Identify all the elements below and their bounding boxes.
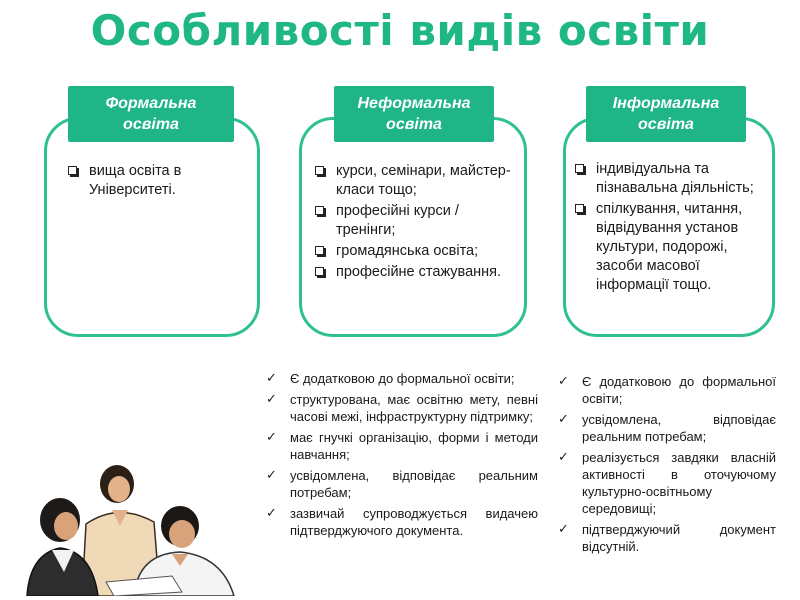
informal-education-badge xyxy=(586,86,746,142)
badge-line: освіта xyxy=(123,116,179,133)
badge-line: освіта xyxy=(386,116,442,133)
slide-title: Особливості видів освіти xyxy=(90,6,710,55)
feature-item: ✓ Є додатковою до формальної освіти; xyxy=(266,371,515,386)
list-item: вища освіта в Університеті. xyxy=(65,162,245,200)
feature-item: ✓ усвідомлена, відповідає реальним потребам; xyxy=(558,412,776,444)
square-bullet-icon xyxy=(575,204,584,213)
people-at-desk-illustration xyxy=(22,462,242,596)
list-item: індивідуальна та пізнавальна діяльність; xyxy=(572,160,766,198)
square-bullet-icon xyxy=(315,166,324,175)
formal-education-list xyxy=(65,162,245,200)
checkmark-icon: ✓ xyxy=(266,506,277,521)
feature-item: ✓ підтверджуючий документ відсутній. xyxy=(558,522,776,554)
checkmark-icon: ✓ xyxy=(558,412,569,427)
checkmark-icon: ✓ xyxy=(558,450,569,465)
formal-education-card xyxy=(44,117,260,337)
list-item: спілкування, читання, відвідування установ культури, подорожі, засоби масової інформації тощо. xyxy=(572,200,766,295)
badge-line: Інформальна xyxy=(612,95,720,112)
badge-line: Формальна xyxy=(105,95,197,112)
list-item: професійне стажування. xyxy=(312,263,518,282)
feature-item: ✓ структурована, має освітню мету, певні часові межі, інфраструктурну підтримку; xyxy=(266,392,538,424)
square-bullet-icon xyxy=(575,164,584,173)
formal-education-badge xyxy=(68,86,234,142)
nonformal-features-list xyxy=(262,370,538,543)
feature-item: ✓ зазвичай супроводжується видачею підтверджуючого документа. xyxy=(266,506,538,538)
informal-features-list xyxy=(554,373,776,559)
checkmark-icon: ✓ xyxy=(266,371,277,386)
list-item: громадянська освіта; xyxy=(312,242,518,261)
checkmark-icon: ✓ xyxy=(266,392,277,407)
feature-item: ✓ Є додатковою до формальної освіти; xyxy=(558,374,776,406)
feature-item: ✓ має гнучкі організацію, форми і методи навчання; xyxy=(266,430,538,462)
feature-item: ✓ реалізується завдяки власній активності в оточуючому культурно-освітньому середовищі; xyxy=(558,450,776,516)
badge-line: освіта xyxy=(638,116,694,133)
checkmark-icon: ✓ xyxy=(558,374,569,389)
list-item: професійні курси / тренінги; xyxy=(312,202,518,240)
square-bullet-icon xyxy=(68,166,77,175)
square-bullet-icon xyxy=(315,206,324,215)
nonformal-education-badge xyxy=(334,86,494,142)
badge-line: Неформальна xyxy=(357,95,471,112)
informal-education-list xyxy=(572,160,766,295)
nonformal-education-card xyxy=(299,117,527,337)
checkmark-icon: ✓ xyxy=(558,522,569,537)
informal-education-card xyxy=(563,117,775,337)
list-item: курси, семінари, майстер-класи тощо; xyxy=(312,162,518,200)
checkmark-icon: ✓ xyxy=(266,430,277,445)
feature-item: ✓ усвідомлена, відповідає реальним потребам; xyxy=(266,468,538,500)
checkmark-icon: ✓ xyxy=(266,468,277,483)
square-bullet-icon xyxy=(315,267,324,276)
nonformal-education-list xyxy=(312,162,518,282)
square-bullet-icon xyxy=(315,246,324,255)
